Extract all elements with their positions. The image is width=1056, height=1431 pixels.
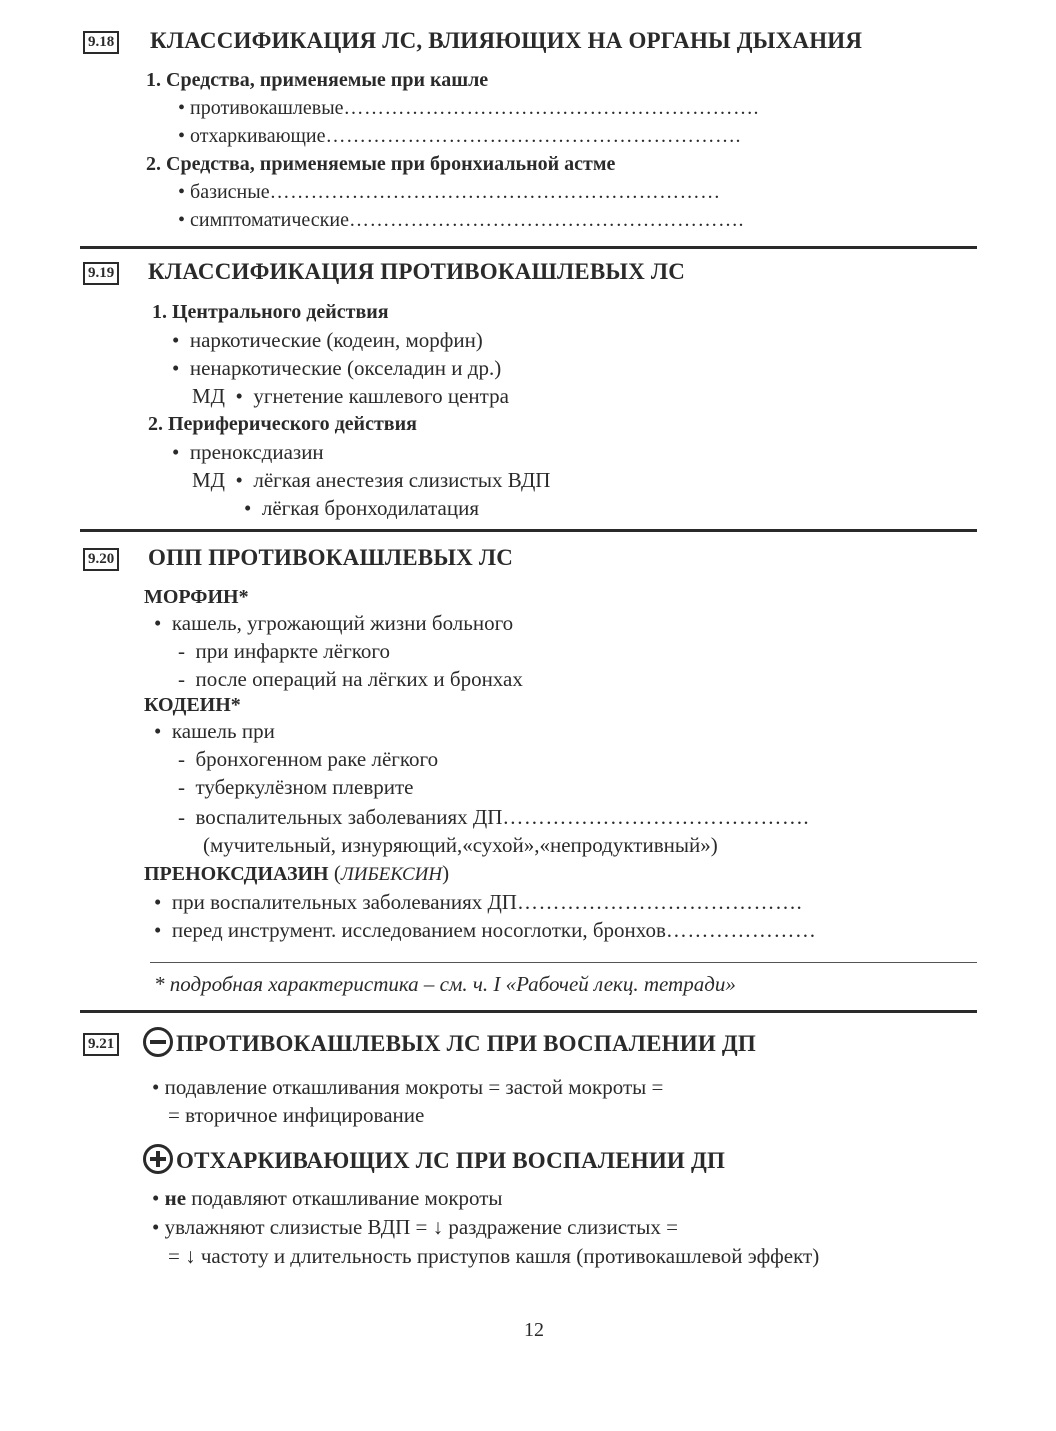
section-divider: [80, 246, 977, 249]
list-item: • симптоматические………………………………………………….: [178, 209, 744, 231]
list-item: • отхаркивающие…………………………………………………….: [178, 125, 742, 147]
list-item: • подавление откашливания мокроты = застой мокроты =: [152, 1075, 664, 1099]
list-item: • кашель, угрожающий жизни больного: [154, 611, 514, 635]
list-item: • кашель при: [154, 719, 275, 743]
section-title-9-18: КЛАССИФИКАЦИЯ ЛС, ВЛИЯЮЩИХ НА ОРГАНЫ ДЫХАНИЯ: [150, 28, 863, 53]
page-number: 12: [524, 1319, 544, 1341]
sub-item: - бронхогенном раке лёгкого: [178, 747, 439, 771]
list-item-cont: = ↓ частоту и длительность приступов кашля (противокашлевой эффект): [168, 1244, 820, 1268]
sub-item: - при инфаркте лёгкого: [178, 639, 390, 663]
group-heading-peripheral: 2. Периферического действия: [148, 413, 417, 435]
md-item: МД • угнетение кашлевого центра: [192, 384, 509, 408]
list-item: • при воспалительных заболеваниях ДП………………………………….: [154, 890, 803, 914]
list-item: • не подавляют откашливание мокроты: [152, 1186, 503, 1210]
md-item: МД • лёгкая анестезия слизистых ВДП: [192, 468, 551, 492]
drug-heading-codeine: КОДЕИН*: [144, 694, 241, 716]
group-heading-cough: 1. Средства, применяемые при кашле: [146, 69, 489, 91]
codeine-note: (мучительный, изнуряющий,«сухой»,«непродуктивный»): [203, 833, 718, 857]
sub-item: - воспалительных заболеваниях ДП…………………………………….: [178, 805, 810, 829]
section-divider: [80, 1010, 977, 1013]
minus-circle-icon: [143, 1027, 173, 1057]
section-title-9-20: ОПП ПРОТИВОКАШЛЕВЫХ ЛС: [148, 545, 514, 570]
section-title-9-19: КЛАССИФИКАЦИЯ ПРОТИВОКАШЛЕВЫХ ЛС: [148, 259, 686, 284]
group-heading-asthma: 2. Средства, применяемые при бронхиальной астме: [146, 153, 616, 175]
section-title-9-21-minus: ПРОТИВОКАШЛЕВЫХ ЛС ПРИ ВОСПАЛЕНИИ ДП: [143, 1027, 756, 1057]
section-number-9-19: 9.19: [83, 262, 119, 285]
list-item: • преноксдиазин: [172, 440, 324, 464]
section-number-9-20: 9.20: [83, 548, 119, 571]
drug-heading-prenox: ПРЕНОКСДИАЗИН (ЛИБЕКСИН): [144, 861, 450, 885]
sub-item: - после операций на лёгких и бронхах: [178, 667, 523, 691]
list-item: • базисные…………………………………………………………: [178, 181, 721, 203]
section-title-9-21-plus: ОТХАРКИВАЮЩИХ ЛС ПРИ ВОСПАЛЕНИИ ДП: [143, 1144, 725, 1174]
list-item: • увлажняют слизистые ВДП = ↓ раздражение слизистых =: [152, 1215, 678, 1239]
list-item-cont: = вторичное инфицирование: [168, 1103, 425, 1127]
list-item: • перед инструмент. исследованием носоглотки, бронхов…………………: [154, 918, 817, 942]
list-item: • противокашлевые…………………………………………………….: [178, 97, 760, 119]
section-number-9-21: 9.21: [83, 1033, 119, 1056]
footnote: * подробная характеристика – см. ч. I «Рабочей лекц. тетради»: [154, 972, 736, 996]
list-item: • ненаркотические (окселадин и др.): [172, 356, 502, 380]
group-heading-central: 1. Центрального действия: [152, 301, 389, 323]
footnote-divider: [150, 962, 977, 963]
list-item: • наркотические (кодеин, морфин): [172, 328, 483, 352]
drug-heading-morphine: МОРФИН*: [144, 586, 249, 608]
section-number-9-18: 9.18: [83, 31, 119, 54]
section-divider: [80, 529, 977, 532]
md-item: • лёгкая бронходилатация: [244, 496, 479, 520]
plus-circle-icon: [143, 1144, 173, 1174]
sub-item: - туберкулёзном плеврите: [178, 775, 414, 799]
